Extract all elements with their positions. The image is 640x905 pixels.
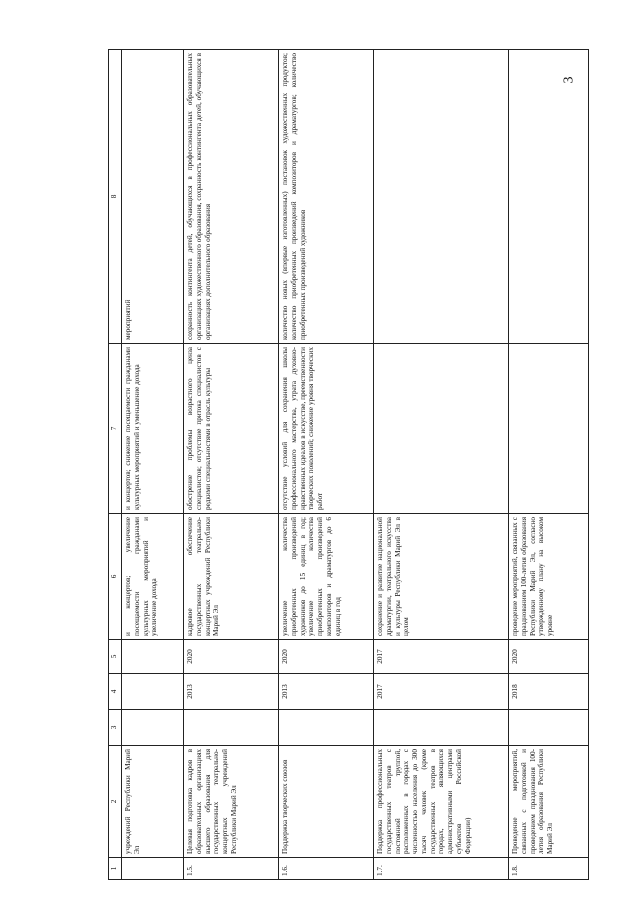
col-header-3: 3 [109, 710, 122, 746]
col-header-4: 4 [109, 674, 122, 710]
activity-name: учреждений Республики Марий Эл [122, 746, 184, 858]
start-year: 2013 [184, 674, 279, 710]
table-row [184, 50, 279, 880]
program-activities-table [108, 49, 589, 880]
table-row [374, 50, 509, 880]
page-number: 3 [561, 76, 577, 84]
indicator-link: сохранность контингента детей, обучающихся в профессиональных образовательных организациях художественного образования, сохранность контингента детей, обучающихся в организациях дополнительного образования [184, 50, 279, 344]
end-year: 2017 [374, 640, 509, 674]
activity-name: Проведение мероприятий, связанных с подготовкой и проведением празднования 100-летия образования Республики Марий Эл [509, 746, 589, 858]
indicator-link [374, 50, 509, 344]
row-number: 1.7. [374, 858, 509, 880]
program-table-sheet [108, 50, 613, 880]
executor-cell [184, 710, 279, 746]
table-row [279, 50, 374, 880]
col-header-1: 1 [109, 858, 122, 880]
table-row [509, 50, 589, 880]
expected-result: проведение мероприятий, связанных с празднованием 100-летия образования Республики Марий Эл, согласно утвержденному плану на высоком уровне [509, 514, 589, 640]
col-header-6: 6 [109, 514, 122, 640]
executor-cell [509, 710, 589, 746]
expected-result: и концертов; увеличение посещаемости гражданами культурных мероприятий и увеличение дохода [122, 514, 184, 640]
executor-cell [122, 710, 184, 746]
table-row [122, 50, 184, 880]
expected-result: кадровое обеспечение государственных театрально-концертных учреждений Республики Марий Эл [184, 514, 279, 640]
row-number: 1.5. [184, 858, 279, 880]
end-year [122, 640, 184, 674]
activity-name: Поддержка творческих союзов [279, 746, 374, 858]
col-header-2: 2 [109, 746, 122, 858]
row-number [122, 858, 184, 880]
activity-name: Целевая подготовка кадров в образовательных организациях высшего образования для государственных театрально-концертных учреждений Республики Марий Эл [184, 746, 279, 858]
col-header-7: 7 [109, 344, 122, 514]
activity-name: Поддержка профессиональных государственных театров с постоянной труппой, расположенных в городах с численностью населения до 300 тысяч человек (кроме государственных театров в городах, являющихся административными центрами субъектов Российской Федерации) [374, 746, 509, 858]
start-year: 2018 [509, 674, 589, 710]
non-implementation-consequences: отсутствие условий для сохранения школы профессионального мастерства, утрата духовно-нравственных идеалов в искусстве, преемственности творческих поколений; снижение уровня творческих работ [279, 344, 374, 514]
col-header-8: 8 [109, 50, 122, 344]
start-year: 2013 [279, 674, 374, 710]
expected-result: сохранение и развитие национальной драматургии, театрального искусства и культуры Республики Марий Эл в целом [374, 514, 509, 640]
end-year: 2020 [184, 640, 279, 674]
non-implementation-consequences: и концертов; снижение посещаемости гражданами культурных мероприятий и уменьшение дохода [122, 344, 184, 514]
indicator-link: количество новых (впервые изготовленных) постановок художественных продуктов; количество приобретенных произведений композиторов и драматургов; количество приобретенных произведений художников [279, 50, 374, 344]
start-year [122, 674, 184, 710]
start-year: 2017 [374, 674, 509, 710]
end-year: 2020 [279, 640, 374, 674]
executor-cell [374, 710, 509, 746]
row-number: 1.6. [279, 858, 374, 880]
non-implementation-consequences [509, 344, 589, 514]
non-implementation-consequences [374, 344, 509, 514]
executor-cell [279, 710, 374, 746]
row-number: 1.8. [509, 858, 589, 880]
end-year: 2020 [509, 640, 589, 674]
indicator-link: мероприятий [122, 50, 184, 344]
expected-result: увеличение количества приобретенных произведений художников до 15 единиц в год; увеличение количества приобретенных произведений композиторов и драматургов до 6 единиц в год [279, 514, 374, 640]
indicator-link [509, 50, 589, 344]
col-header-5: 5 [109, 640, 122, 674]
column-number-row [109, 50, 122, 880]
non-implementation-consequences: обострение проблемы возрастного ценза специалистов; отсутствие притока специалистов с редкими специальностями в отрасль культуры [184, 344, 279, 514]
